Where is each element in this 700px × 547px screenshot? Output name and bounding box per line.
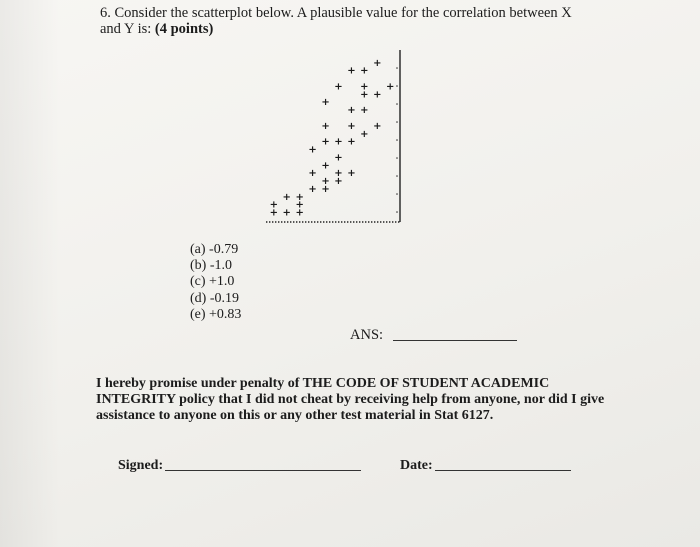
signature-row bbox=[118, 458, 361, 474]
page-shadow bbox=[0, 0, 60, 547]
scatter-point: + bbox=[360, 128, 369, 140]
answer-row bbox=[350, 327, 517, 344]
scatter-point: + bbox=[360, 81, 369, 93]
signature-blank[interactable] bbox=[165, 470, 361, 471]
choice-a: (a) -0.79 bbox=[190, 242, 239, 257]
scatter-point: + bbox=[347, 120, 356, 132]
axis-tick bbox=[396, 157, 398, 159]
question-line-2 bbox=[100, 21, 572, 37]
scatter-point: + bbox=[334, 136, 343, 148]
question-line-1: 6. Consider the scatterplot below. A plausible value for the correlation between X bbox=[100, 5, 572, 21]
scatter-point: + bbox=[282, 191, 291, 203]
scatter-point: + bbox=[308, 168, 317, 180]
scatter-point: + bbox=[360, 105, 369, 117]
axis-tick bbox=[396, 121, 398, 123]
scatter-point: + bbox=[334, 152, 343, 164]
answer-blank[interactable] bbox=[393, 340, 517, 341]
choice-c: (c) +1.0 bbox=[190, 274, 235, 290]
scatter-point: + bbox=[373, 57, 382, 69]
scatter-point: + bbox=[308, 183, 317, 195]
scatter-point: + bbox=[321, 120, 330, 132]
scatter-point: + bbox=[308, 144, 317, 156]
choice-b: (b) -1.0 bbox=[190, 258, 232, 274]
signed-label: Signed: bbox=[118, 458, 164, 473]
answer-label: ANS: bbox=[350, 327, 384, 343]
scatter-point: + bbox=[347, 65, 356, 77]
scatter-point: + bbox=[321, 136, 330, 148]
choice-d: (d) -0.19 bbox=[190, 290, 239, 306]
scatterplot bbox=[258, 48, 408, 228]
axis-tick bbox=[396, 67, 398, 69]
scatter-point: + bbox=[321, 176, 330, 188]
scatter-point: + bbox=[295, 207, 304, 219]
axis-tick bbox=[396, 175, 398, 177]
question-text bbox=[100, 5, 572, 37]
scatter-point: + bbox=[347, 105, 356, 117]
scatter-point: + bbox=[321, 160, 330, 172]
question-points: (4 points) bbox=[154, 21, 214, 37]
scatter-point: + bbox=[334, 81, 343, 93]
scatter-point: + bbox=[360, 89, 369, 101]
axis-tick bbox=[396, 139, 398, 141]
question-line-2-prefix: and Y is: bbox=[100, 21, 155, 37]
scatter-point: + bbox=[334, 168, 343, 180]
scatter-point: + bbox=[360, 65, 369, 77]
scatter-point: + bbox=[295, 199, 304, 211]
date-blank[interactable] bbox=[435, 470, 571, 471]
answer-choices bbox=[190, 242, 241, 323]
scatter-point: + bbox=[282, 207, 291, 219]
scatter-point: + bbox=[373, 89, 382, 101]
scatter-point: + bbox=[269, 199, 278, 211]
scatter-point: + bbox=[334, 176, 343, 188]
scatter-point: + bbox=[373, 120, 382, 132]
scatter-point: + bbox=[321, 97, 330, 109]
choice-e: (e) +0.83 bbox=[190, 306, 242, 322]
scatter-point: + bbox=[347, 168, 356, 180]
scatter-point: + bbox=[269, 207, 278, 219]
scatter-point: + bbox=[321, 183, 330, 195]
scatter-point: + bbox=[347, 136, 356, 148]
integrity-pledge: I hereby promise under penalty of THE CODE OF STUDENT ACADEMIC INTEGRITY policy that I did not cheat by receiving help from anyone, nor did I give assistance to anyone on this or any other test material in Stat 6127. bbox=[96, 376, 605, 423]
date-row bbox=[400, 458, 571, 474]
scatter-point: + bbox=[386, 81, 395, 93]
axis-tick bbox=[396, 193, 398, 195]
axis-tick bbox=[396, 85, 398, 87]
axis-tick bbox=[396, 103, 398, 105]
scatter-point: + bbox=[295, 191, 304, 203]
date-label: Date: bbox=[400, 458, 433, 473]
axis-tick bbox=[396, 211, 398, 213]
